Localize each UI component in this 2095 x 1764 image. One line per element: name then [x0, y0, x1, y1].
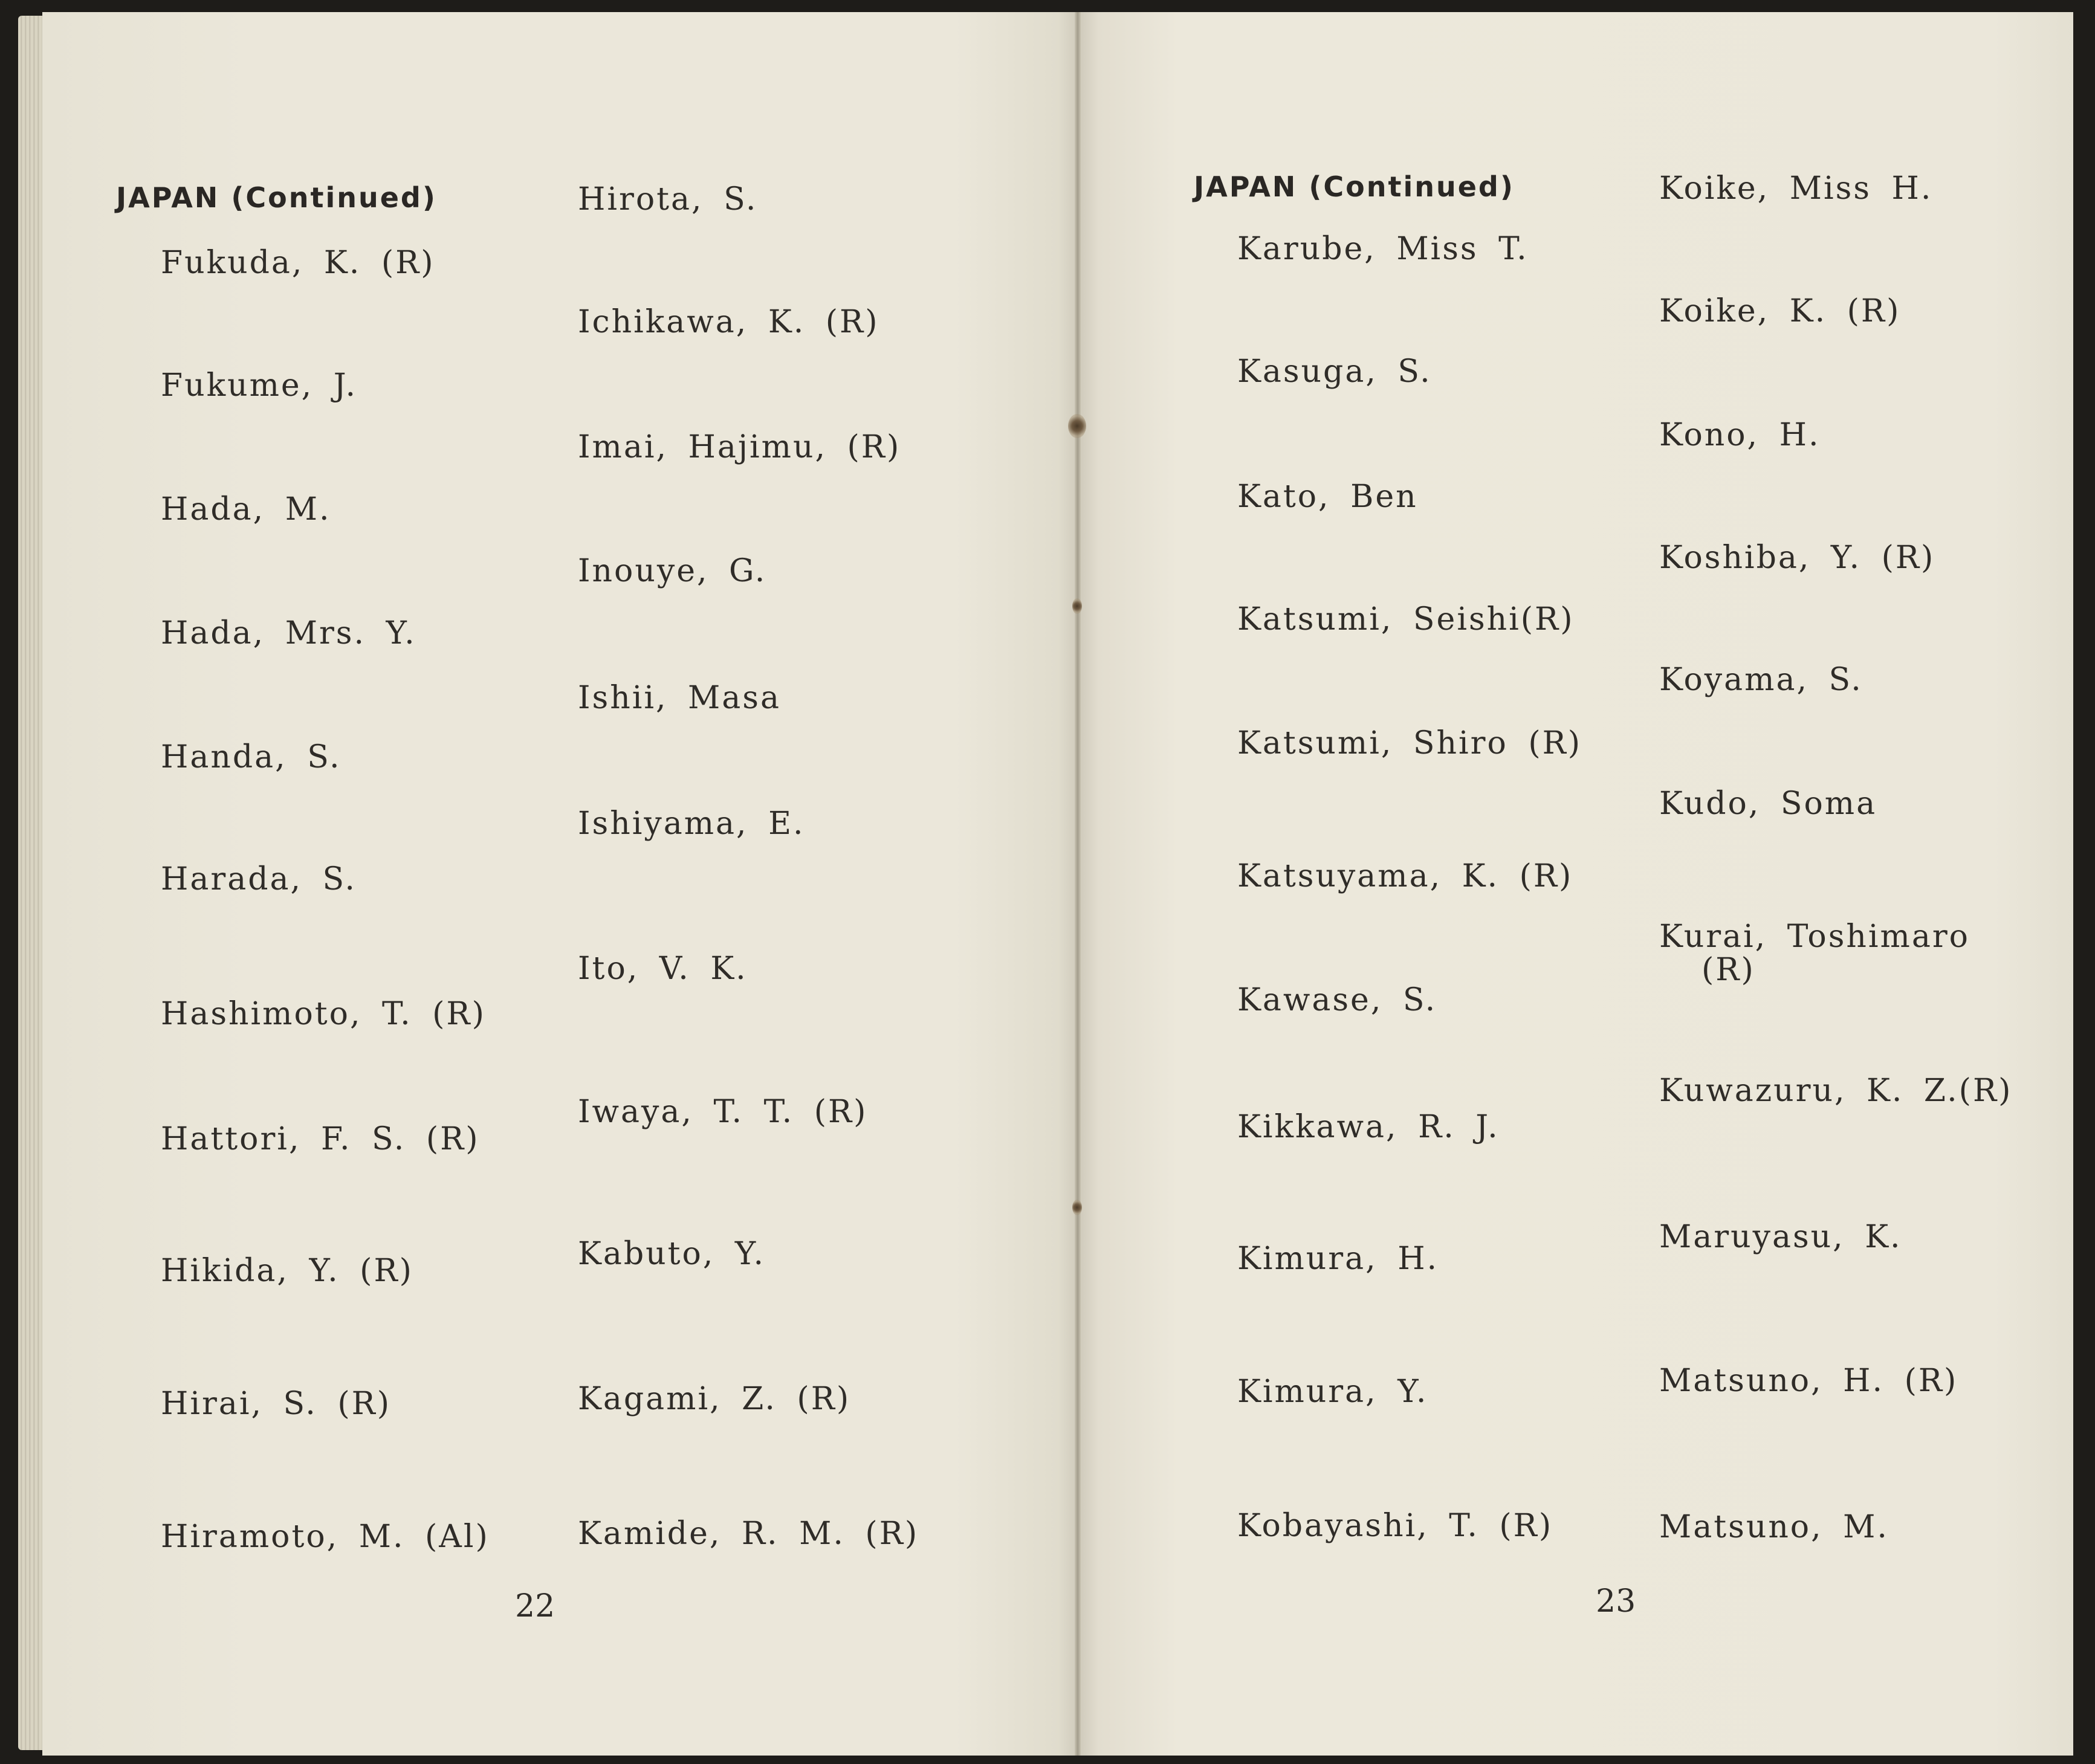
list-item: Handa, S. — [161, 739, 342, 775]
staple-mark — [1072, 598, 1082, 614]
list-item: Kikkawa, R. J. — [1237, 1109, 1500, 1145]
list-item: Koike, K. (R) — [1659, 293, 1901, 329]
list-item: Hiramoto, M. (Al) — [161, 1519, 490, 1555]
list-item: Ito, V. K. — [578, 951, 748, 987]
page-number: 23 — [1596, 1583, 1636, 1620]
list-item: Koshiba, Y. (R) — [1659, 540, 1935, 576]
binding-gutter — [1075, 12, 1081, 1756]
list-item: Fukuda, K. (R) — [161, 245, 435, 281]
list-item: Hirota, S. — [578, 181, 758, 218]
list-item: Fukume, J. — [161, 367, 358, 404]
list-item: Kobayashi, T. (R) — [1237, 1508, 1553, 1544]
list-item: Kuwazuru, K. Z.(R) — [1659, 1073, 2013, 1109]
list-item: Kawase, S. — [1237, 982, 1437, 1018]
list-item: Hada, M. — [161, 491, 331, 528]
list-item: Ishii, Masa — [578, 680, 781, 716]
open-booklet — [18, 12, 2073, 1756]
list-item: Matsuno, M. — [1659, 1509, 1889, 1545]
list-item: Iwaya, T. T. (R) — [578, 1094, 868, 1130]
list-item: Inouye, G. — [578, 553, 767, 589]
staple-mark — [1068, 414, 1086, 438]
list-item: Hirai, S. (R) — [161, 1386, 392, 1422]
list-item: Koyama, S. — [1659, 662, 1863, 698]
list-item: Imai, Hajimu, (R) — [578, 429, 901, 465]
list-item: Kimura, H. — [1237, 1241, 1439, 1277]
list-item: Harada, S. — [161, 861, 357, 897]
list-item: Kimura, Y. — [1237, 1374, 1428, 1410]
right-page-heading: JAPAN (Continued) — [1194, 170, 1515, 203]
list-item: Kamide, R. M. (R) — [578, 1516, 919, 1552]
list-item: Ishiyama, E. — [578, 806, 805, 842]
list-item: Hada, Mrs. Y. — [161, 615, 416, 651]
list-item: Hattori, F. S. (R) — [161, 1121, 480, 1157]
list-item: Ichikawa, K. (R) — [578, 304, 879, 340]
list-item: Kagami, Z. (R) — [578, 1381, 851, 1417]
list-item: Hashimoto, T. (R) — [161, 996, 486, 1032]
list-item: Kudo, Soma — [1659, 786, 1877, 822]
list-item: Karube, Miss T. — [1237, 231, 1529, 267]
list-item: Koike, Miss H. — [1659, 170, 1933, 207]
list-item: Matsuno, H. (R) — [1659, 1363, 1958, 1399]
page-number: 22 — [515, 1588, 555, 1624]
list-item-continuation: (R) — [1702, 952, 1755, 988]
list-item: Kabuto, Y. — [578, 1236, 766, 1272]
list-item: Katsuyama, K. (R) — [1237, 858, 1573, 894]
left-page — [42, 12, 1079, 1756]
list-item: Kono, H. — [1659, 417, 1821, 453]
list-item: Hikida, Y. (R) — [161, 1253, 413, 1289]
staple-mark — [1072, 1200, 1082, 1215]
list-item: Katsumi, Seishi(R) — [1237, 601, 1575, 638]
list-item: Kurai, Toshimaro — [1659, 919, 1970, 955]
left-page-heading: JAPAN (Continued) — [116, 181, 437, 214]
list-item: Kato, Ben — [1237, 479, 1418, 515]
list-item: Kasuga, S. — [1237, 354, 1432, 390]
right-page — [1079, 12, 2073, 1756]
list-item: Maruyasu, K. — [1659, 1219, 1902, 1255]
list-item: Katsumi, Shiro (R) — [1237, 725, 1582, 761]
